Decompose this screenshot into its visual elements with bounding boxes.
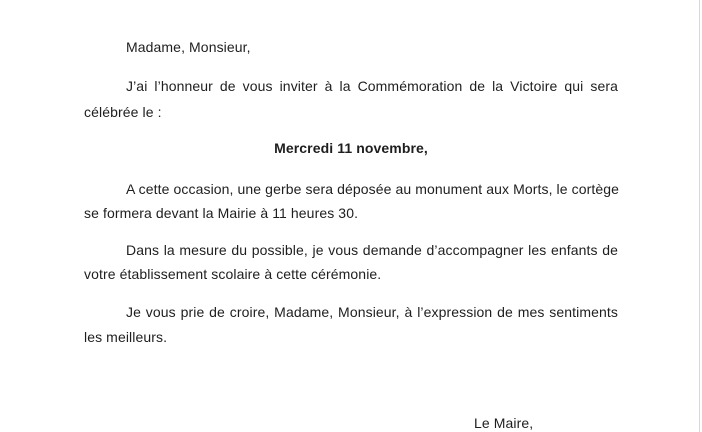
paragraph-request-line-1: Dans la mesure du possible, je vous demande d’accompagner les enfants de	[126, 242, 618, 258]
event-date: Mercredi 11 novembre,	[274, 140, 428, 156]
paragraph-ceremony-line-2: se formera devant la Mairie à 11 heures 30.	[84, 205, 359, 221]
paragraph-closing-line-1: Je vous prie de croire, Madame, Monsieur, à l’expression de mes sentiments	[126, 304, 618, 320]
page-edge-divider	[699, 0, 700, 432]
paragraph-request-line-2: votre établissement scolaire à cette cérémonie.	[84, 266, 382, 282]
salutation: Madame, Monsieur,	[126, 39, 251, 55]
paragraph-closing-line-2: les meilleurs.	[84, 329, 168, 345]
paragraph-invitation-line-1: J’ai l’honneur de vous inviter à la Commémoration de la Victoire qui sera	[126, 78, 618, 94]
signature-title: Le Maire,	[474, 415, 534, 431]
paragraph-invitation-line-2: célébrée le :	[84, 104, 162, 120]
paragraph-ceremony-line-1: A cette occasion, une gerbe sera déposée au monument aux Morts, le cortège	[126, 181, 620, 197]
